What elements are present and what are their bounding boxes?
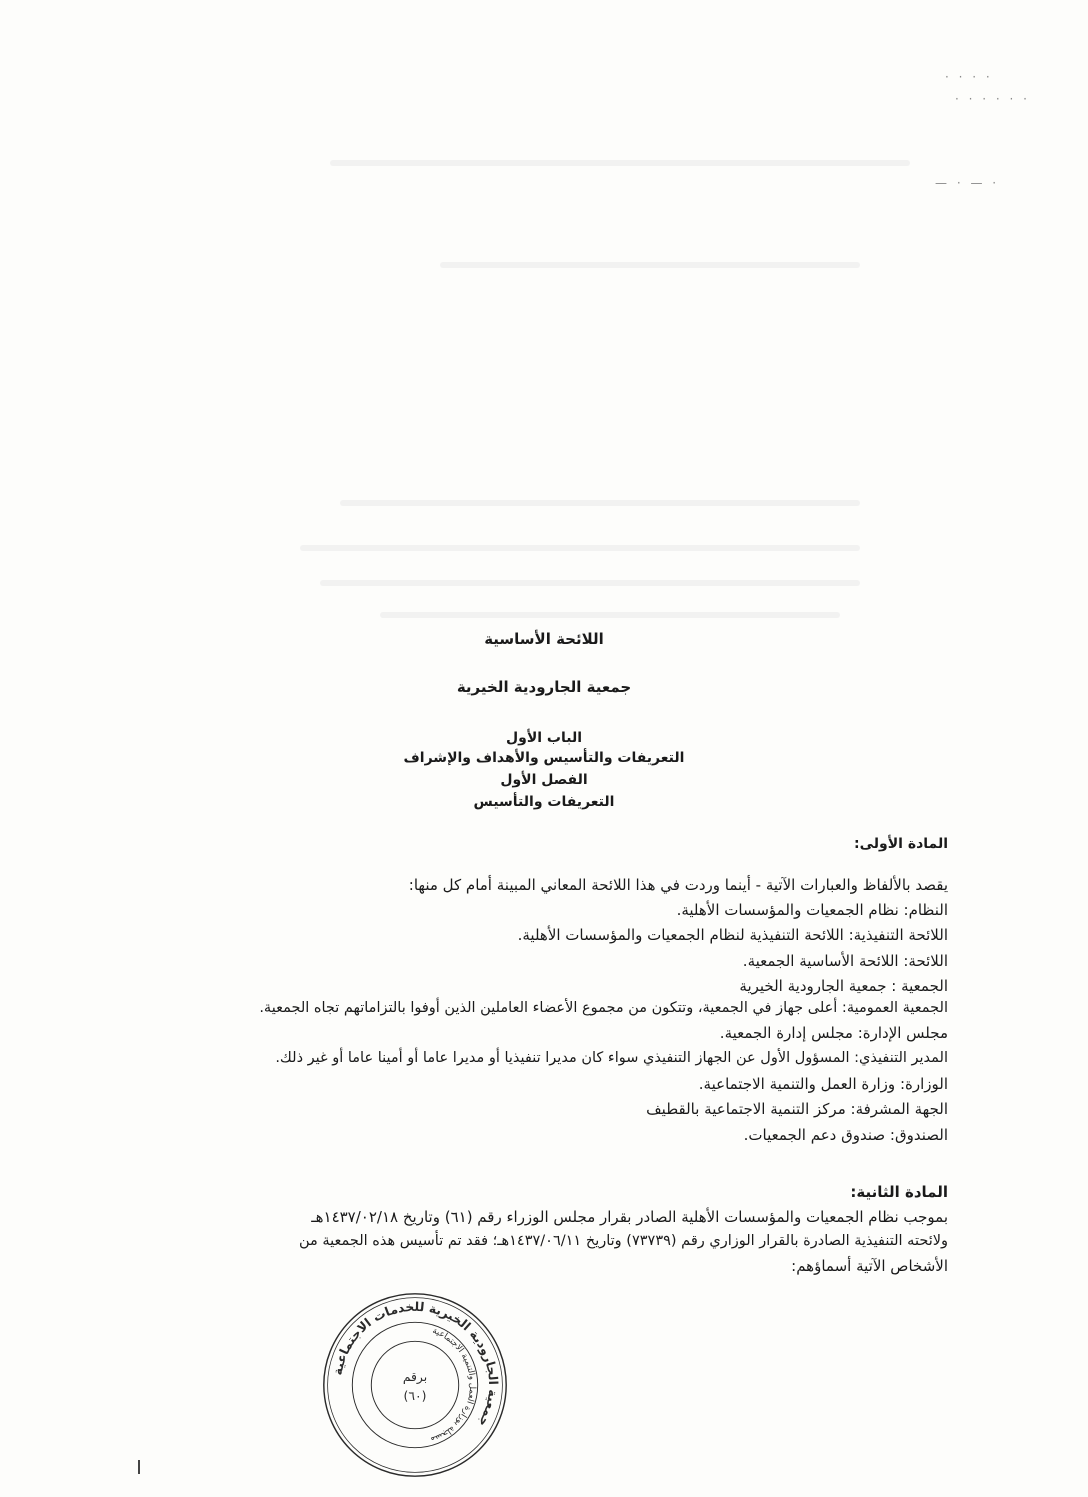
organization-name: جمعية الجارودية الخيرية [456,678,632,696]
chapter-title: التعريفات والتأسيس [473,794,615,810]
article-2-line: ولائحته التنفيذية الصادرة بالقرار الوزاري رقم (٧٣٧٣٩) وتاريخ ١٤٣٧/٠٦/١١هـ؛ فقد تم تأسيس هذه الجمعية من [298,1233,948,1249]
scan-specks: · · · · · · [955,92,1030,106]
article-2-line: بموجب نظام الجمعيات والمؤسسات الأهلية الصادر بقرار مجلس الوزراء رقم (٦١) وتاريخ ١٤٣٧/٠٢/١٨هـ [311,1208,948,1226]
stamp-center-label: برقم [402,1370,428,1385]
part-title: التعريفات والتأسيس والأهداف والإشراف [403,750,685,766]
bleed-through-line [440,262,860,268]
definition-item: الصندوق: صندوق دعم الجمعيات. [743,1126,948,1144]
definition-item: النظام: نظام الجمعيات والمؤسسات الأهلية. [676,901,948,919]
official-stamp [320,1290,510,1480]
margin-mark [138,1460,140,1474]
chapter-label: الفصل الأول [500,772,588,788]
article-2-line: الأشخاص الآتية أسماؤهم: [791,1257,948,1275]
article-1-intro: يقصد بالألفاظ والعبارات الآتية - أينما وردت في هذا اللائحة المعاني المبينة أمام كل منها: [408,876,948,894]
definition-item: الجهة المشرفة: مركز التنمية الاجتماعية بالقطيف [646,1100,948,1118]
document-title: اللائحة الأساسية [484,630,604,648]
stamp-center-number: (٦٠) [403,1389,427,1404]
scan-specks: — · — · [935,176,1000,190]
bleed-through-line [300,545,860,551]
scan-specks: · · · · [945,70,993,84]
article-1-heading: المادة الأولى: [854,836,948,852]
definition-item: الجمعية العمومية: أعلى جهاز في الجمعية، وتتكون من مجموع الأعضاء العاملين الذين أوفوا بالتزاماتهم تجاه الجمعية. [259,1000,948,1016]
bleed-through-line [380,612,840,618]
svg-text:مسجلة بوزارة العمل والتنمية ال [429,1326,477,1445]
bleed-through-line [320,580,860,586]
part-label: الباب الأول [505,730,583,746]
bleed-through-line [340,500,860,506]
definition-item: اللائحة: اللائحة الأساسية الجمعية. [742,952,948,970]
bleed-through-line [330,160,910,166]
article-2-heading: المادة الثانية: [850,1183,948,1201]
definition-item: مجلس الإدارة: مجلس إدارة الجمعية. [719,1024,948,1042]
stamp-inner-text: مسجلة بوزارة العمل والتنمية الاجتماعية [429,1325,478,1445]
definition-item: الجمعية : جمعية الجارودية الخيرية [739,977,948,995]
definition-item: اللائحة التنفيذية: اللائحة التنفيذية لنظام الجمعيات والمؤسسات الأهلية. [517,926,948,944]
definition-item: المدير التنفيذي: المسؤول الأول عن الجهاز التنفيذي سواء كان مديرا تنفيذيا أو مديرا عاما أو أمينا عاما أو غير ذلك. [275,1050,948,1066]
definition-item: الوزارة: وزارة العمل والتنمية الاجتماعية. [698,1075,948,1093]
stamp-outer-text: جمعية الجارودية الخيرية للخدمات الاجتماعية [330,1299,501,1430]
